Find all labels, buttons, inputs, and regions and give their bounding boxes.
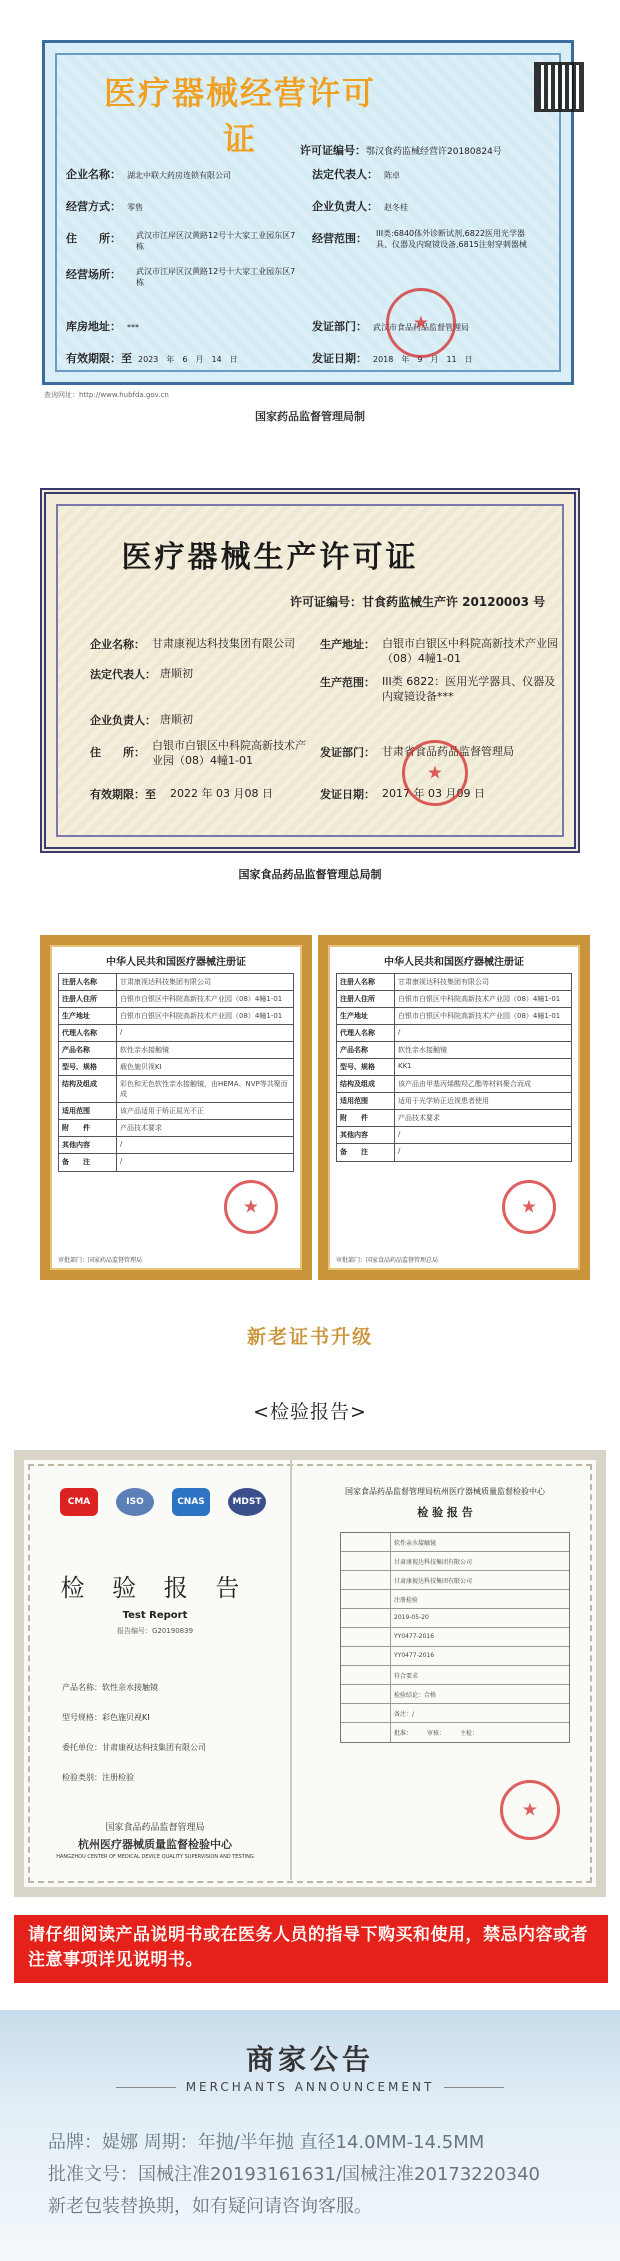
company-name-row: 企业名称： 湖北中联大药房连锁有限公司 [66, 168, 231, 181]
row-label: 适用范围 [59, 1103, 117, 1119]
row-value: / [120, 1157, 123, 1165]
registration-certificates [0, 935, 620, 1290]
table-row [341, 1666, 569, 1685]
mdst-logo-icon: MDST [228, 1488, 266, 1516]
row-label: 其他内容 [337, 1127, 395, 1143]
cma-logo-icon: CMA [60, 1488, 98, 1516]
row-label: 结构及组成 [337, 1076, 395, 1092]
row-value: 白银市白银区中科院高新技术产业园（08）4幢1-01 [120, 995, 283, 1003]
table-row [341, 1685, 569, 1704]
row-value: 彩色和无色软性亲水接触镜，由HEMA、NVP等共聚而成 [120, 1080, 288, 1098]
license-number: 许可证编号：鄂汉食药监械经营许20180824号 [300, 144, 502, 157]
valid-until-value: 2022 年 03 月08 日 [170, 787, 273, 800]
row-value: 2019-05-20 [394, 1614, 429, 1621]
person-in-charge-row: 企业负责人： 赵冬桂 [312, 200, 408, 213]
table-row [341, 1704, 569, 1723]
business-scope-label: 经营范围： [312, 232, 367, 245]
row-value: / [120, 1140, 123, 1148]
row-value: / [398, 1147, 401, 1155]
row-value: 软性亲水接触镜 [398, 1046, 447, 1054]
row-value: / [398, 1028, 401, 1036]
approval-dept: 审批部门：国家食品药品监督管理总局 [336, 1257, 439, 1264]
cnas-logo-icon: CNAS [172, 1488, 210, 1516]
certificate-title: 医疗器械生产许可证 [121, 540, 419, 575]
official-seal-icon [402, 740, 468, 806]
certificate-title: 中华人民共和国医疗器械注册证 [106, 957, 246, 968]
announcement-title: 商家公告 [245, 2043, 374, 2076]
row-value: / [398, 1130, 401, 1138]
row-value: 该产品适用于矫正屈光不正 [120, 1107, 204, 1115]
license-number: 许可证编号：甘食药监械生产许 20120003 号 [290, 595, 546, 609]
table-row [337, 1008, 571, 1025]
row-label: 其他内容 [59, 1137, 117, 1153]
table-row [341, 1647, 569, 1666]
valid-until-row: 有效期限：至 2023 年 6 月 14 日 [66, 352, 238, 365]
row-value: 甘肃康视达科技集团有限公司 [398, 978, 489, 986]
approval-dept: 审批部门：国家药品监督管理局 [58, 1257, 143, 1264]
legal-rep-row: 法定代表人： 陈卓 [312, 168, 400, 181]
issuing-dept-value: 甘肃省食品药品监督管理局 [382, 745, 514, 758]
table-row [59, 1042, 293, 1059]
table-row [59, 1008, 293, 1025]
row-label: 备 注 [59, 1154, 117, 1171]
report-right-title: 检 验 报 告 [417, 1506, 473, 1519]
residence-value: 白银市白银区中科院高新技术产业园（08）4幢1-01 [152, 739, 306, 767]
table-row [341, 1590, 569, 1609]
row-value: 甘肃康视达科技集团有限公司 [394, 1578, 473, 1585]
premises-value: 武汉市江岸区汉黄路12号十大家工业园东区7栋 [136, 267, 296, 287]
report-line: 产品名称：软性亲水接触镜 [62, 1683, 158, 1692]
row-value: 白银市白银区中科院高新技术产业园（08）4幢1-01 [398, 1012, 561, 1020]
valid-until-label: 有效期限：至 [90, 788, 156, 801]
row-value: 备注：/ [394, 1711, 415, 1718]
official-seal-icon [502, 1180, 556, 1234]
merchant-announcement [0, 2010, 620, 2261]
row-label: 生产地址 [59, 1008, 117, 1024]
row-value: 白银市白银区中科院高新技术产业园（08）4幢1-01 [120, 1012, 283, 1020]
company-name-label: 企业名称： [90, 638, 145, 651]
table-row [337, 1127, 571, 1144]
row-label: 备 注 [337, 1144, 395, 1161]
official-seal-icon [500, 1780, 560, 1840]
iso-logo-icon: ISO [116, 1488, 154, 1516]
row-value: YY0477-2016 [394, 1652, 435, 1659]
announcement-line: 品牌：媞娜 周期：年抛/半年抛 直径14.0MM-14.5MM [48, 2132, 485, 2153]
row-label: 注册人住所 [337, 991, 395, 1007]
row-label: 附 件 [59, 1120, 117, 1136]
certificate-issuer: 国家食品药品监督管理总局制 [238, 868, 382, 881]
address-value: 武汉市江岸区汉黄路12号十大家工业园东区7栋 [136, 231, 296, 251]
row-value: 甘肃康视达科技集团有限公司 [120, 978, 211, 986]
legal-rep-label: 法定代表人： [90, 668, 156, 681]
row-label: 型号、规格 [59, 1059, 117, 1075]
query-url: 查询网址：http://www.hubfda.gov.cn [44, 391, 169, 399]
row-label: 型号、规格 [337, 1059, 395, 1075]
table-row [59, 1154, 293, 1171]
row-value: 该产品由甲基丙烯酸羟乙酯等材料聚合而成 [398, 1080, 531, 1088]
table-row [337, 991, 571, 1008]
test-report [0, 1450, 620, 1905]
row-value: 软性亲水接触镜 [120, 1046, 169, 1054]
row-value: 甘肃康视达科技集团有限公司 [394, 1559, 473, 1566]
report-results-table [340, 1532, 570, 1743]
issuing-dept-row: 发证部门： 武汉市食品药品监督管理局 [312, 320, 469, 333]
address-label: 住 所： [66, 232, 121, 245]
row-label: 适用范围 [337, 1093, 395, 1109]
business-scope-value: III类:6840体外诊断试剂,6822医用光学器具、仪器及内窥镜设备,6815注射穿刺器械 [376, 229, 527, 249]
row-label: 产品名称 [59, 1042, 117, 1058]
issuing-dept-label: 发证部门： [320, 746, 375, 759]
premises-label: 经营场所： [66, 268, 121, 281]
production-license-certificate [0, 488, 620, 888]
table-row [59, 1120, 293, 1137]
residence-label: 住 所： [90, 746, 145, 759]
production-scope-label: 生产范围： [320, 676, 375, 689]
issue-date-value: 2017 年 03 月09 日 [382, 787, 485, 800]
issue-date-row: 发证日期： 2018 年 9 月 11 日 [312, 352, 473, 365]
table-row [341, 1533, 569, 1552]
row-value: YY0477-2016 [394, 1633, 435, 1640]
row-value: KK1 [398, 1062, 412, 1070]
row-value: 产品技术要求 [398, 1114, 440, 1122]
row-label: 结构及组成 [59, 1076, 117, 1102]
person-in-charge-value: 唐顺初 [160, 713, 193, 726]
row-value: 检验结论：合格 [394, 1692, 437, 1699]
table-row [59, 1076, 293, 1103]
warehouse-row: 库房地址： *** [66, 320, 139, 333]
certificate-title: 中华人民共和国医疗器械注册证 [384, 957, 524, 968]
table-row [59, 991, 293, 1008]
table-row [337, 1042, 571, 1059]
row-value: 适用于光学矫正近视患者使用 [398, 1097, 489, 1105]
business-mode-row: 经营方式： 零售 [66, 200, 143, 213]
registration-table [336, 973, 572, 1162]
report-line: 委托单位：甘肃康视达科技集团有限公司 [62, 1743, 206, 1752]
production-scope-value: III类 6822：医用光学器具、仪器及内窥镜设备*** [382, 675, 556, 703]
row-label: 产品名称 [337, 1042, 395, 1058]
official-seal-icon [386, 288, 456, 358]
row-value: 符合要求 [394, 1673, 419, 1680]
qr-code-icon [534, 62, 584, 112]
row-value: 白银市白银区中科院高新技术产业园（08）4幢1-01 [398, 995, 561, 1003]
table-row [59, 1103, 293, 1120]
row-label: 代理人名称 [59, 1025, 117, 1041]
row-value: / [120, 1028, 123, 1036]
report-line: 检验类别：注册检验 [62, 1773, 134, 1782]
report-org-english: HANGZHOU CENTER OF MEDICAL DEVICE QUALITY SUPERVISION AND TESTING [56, 1854, 254, 1860]
report-number: 报告编号：G20190839 [116, 1627, 194, 1635]
table-row [337, 1093, 571, 1110]
row-value: 产品技术要求 [120, 1124, 162, 1132]
production-address-label: 生产地址： [320, 638, 375, 651]
certificate-issuer: 国家药品监督管理局制 [255, 410, 365, 423]
row-label: 附 件 [337, 1110, 395, 1126]
table-row [59, 974, 293, 991]
table-row [341, 1723, 569, 1742]
table-row [341, 1628, 569, 1647]
table-row [337, 1059, 571, 1076]
certificate-upgrade-caption: 新老证书升级 [246, 1326, 373, 1348]
announcement-line: 新老包装替换期，如有疑问请咨询客服。 [48, 2196, 372, 2217]
legal-rep-value: 唐顺初 [160, 667, 193, 680]
table-row [59, 1025, 293, 1042]
table-row [341, 1609, 569, 1628]
company-name-value: 甘肃康视达科技集团有限公司 [152, 637, 295, 650]
table-row [59, 1137, 293, 1154]
report-subtitle: Test Report [122, 1610, 188, 1621]
row-value: 批准： 审核： 主检： [394, 1730, 479, 1737]
table-row [337, 1076, 571, 1093]
usage-warning-banner: 请仔细阅读产品说明书或在医务人员的指导下购买和使用，禁忌内容或者注意事项详见说明书。 [14, 1915, 608, 1983]
certificate-title: 医疗器械经营许可证 [103, 74, 376, 158]
row-label: 代理人名称 [337, 1025, 395, 1041]
row-value: 载色施贝视KI [120, 1063, 162, 1071]
announcement-line: 批准文号：国械注准20193161631/国械注准20173220340 [48, 2164, 541, 2185]
report-line: 型号规格：彩色施贝视KI [62, 1713, 150, 1722]
report-right-header: 国家食品药品监督管理局杭州医疗器械质量监督检验中心 [345, 1487, 545, 1496]
row-value: 软性亲水接触镜 [394, 1540, 437, 1547]
row-label: 注册人名称 [59, 974, 117, 990]
table-row [341, 1552, 569, 1571]
table-row [59, 1059, 293, 1076]
production-address-value: 白银市白银区中科院高新技术产业园（08）4幢1-01 [382, 637, 558, 665]
table-row [337, 1025, 571, 1042]
issue-date-label: 发证日期： [320, 788, 375, 801]
row-value: 注册检验 [394, 1597, 419, 1604]
person-in-charge-label: 企业负责人： [90, 714, 156, 727]
registration-table [58, 973, 294, 1172]
test-report-heading: <检验报告> [253, 1401, 367, 1423]
table-row [341, 1571, 569, 1590]
row-label: 注册人名称 [337, 974, 395, 990]
registration-certificate-old [318, 935, 590, 1280]
report-org-name: 杭州医疗器械质量监督检验中心 [78, 1838, 232, 1851]
table-row [337, 974, 571, 991]
certification-logos [60, 1488, 266, 1516]
official-seal-icon [224, 1180, 278, 1234]
business-license-certificate [0, 30, 620, 425]
report-org: 国家食品药品监督管理局 [105, 1823, 205, 1833]
row-label: 注册人住所 [59, 991, 117, 1007]
table-row [337, 1110, 571, 1127]
announcement-subtitle: MERCHANTS ANNOUNCEMENT [0, 2080, 620, 2094]
report-title: 检 验 报 告 [60, 1574, 250, 1602]
table-row [337, 1144, 571, 1161]
registration-certificate-new [40, 935, 312, 1280]
row-label: 生产地址 [337, 1008, 395, 1024]
